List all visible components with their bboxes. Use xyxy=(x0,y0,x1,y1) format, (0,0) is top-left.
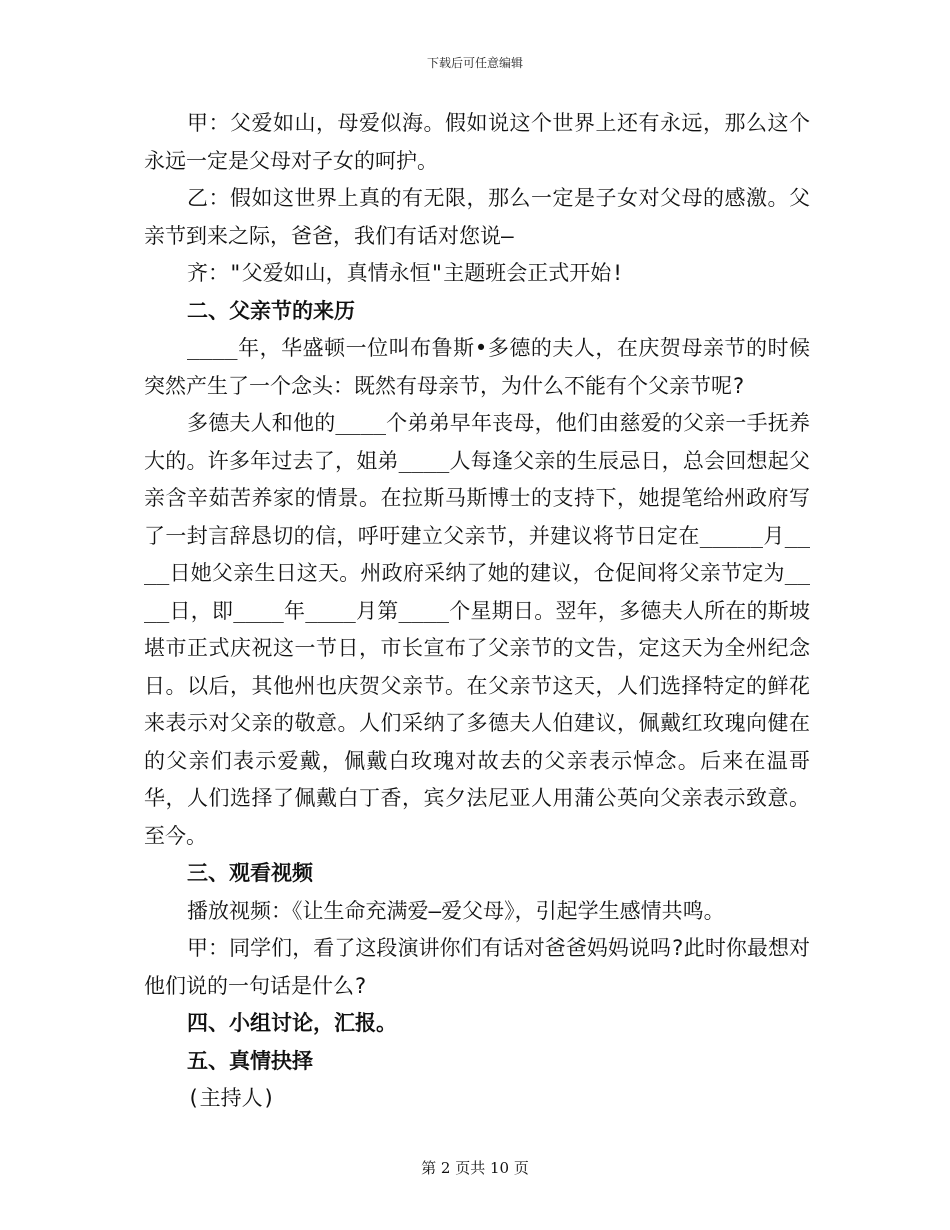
paragraph-dialogue-qi: 齐："父爱如山，真情永恒"主题班会正式开始! xyxy=(187,261,624,285)
section-heading-3: 三、观看视频 xyxy=(187,861,313,885)
page-number: 第 2 页共 10 页 xyxy=(421,1159,529,1177)
paragraph-dialogue-jia: 甲：父爱如山，母爱似海。假如说这个世界上还有永远，那么这个永远一定是父母对子女的呵护。 xyxy=(144,111,810,173)
document-body xyxy=(144,105,810,1118)
page-header-note: 下载后可任意编辑 xyxy=(426,56,523,70)
paragraph-dialogue-yi: 乙：假如这世界上真的有无限，那么一定是子女对父母的感激。父亲节到来之际，爸爸，我们有话对您说— xyxy=(144,186,810,248)
paragraph-history-intro: ____年，华盛顿一位叫布鲁斯•多德的夫人，在庆贺母亲节的时候突然产生了一个念头：既然有母亲节，为什么不能有个父亲节呢? xyxy=(144,336,810,398)
paragraph-video: 播放视频：《让生命充满爱—爱父母》，引起学生感情共鸣。 xyxy=(187,898,725,923)
section-heading-2: 二、父亲节的来历 xyxy=(187,298,355,323)
paragraph-host: (主持人) xyxy=(187,1086,276,1110)
paragraph-question: 甲：同学们，看了这段演讲你们有话对爸爸妈妈说吗?此时你最想对他们说的一句话是什么? xyxy=(144,936,810,998)
paragraph-history-body: 多德夫人和他的____个弟弟早年丧母，他们由慈爱的父亲一手抚养大的。许多年过去了，姐弟____人每逢父亲的生辰忌日，总会回想起父亲含辛茹苦养家的情景。在拉斯马斯博士的支持下，她提笔给州政府写了一封言辞恳切的信，呼吁建立父亲节，并建议将节日定在_____月____日她父亲生日这天。州政府采纳了她的建议，仓促间将父亲节定为____日，即____年____月第____个星期日。翌年，多德夫人所在的斯坡堪市正式庆祝这一节日，市长宣布了父亲节的文告，定这天为全州纪念日。以后，其他州也庆贺父亲节。在父亲节这天，人们选择特定的鲜花来表示对父亲的敬意。人们采纳了多德夫人伯建议，佩戴红玫瑰向健在的父亲们表示爱戴，佩戴白玫瑰对故去的父亲表示悼念。后来在温哥华，人们选择了佩戴白丁香，宾夕法尼亚人用蒲公英向父亲表示致意。至今。 xyxy=(144,411,810,848)
section-heading-4: 四、小组讨论，汇报。 xyxy=(187,1011,397,1035)
section-heading-5: 五、真情抉择 xyxy=(187,1048,313,1073)
